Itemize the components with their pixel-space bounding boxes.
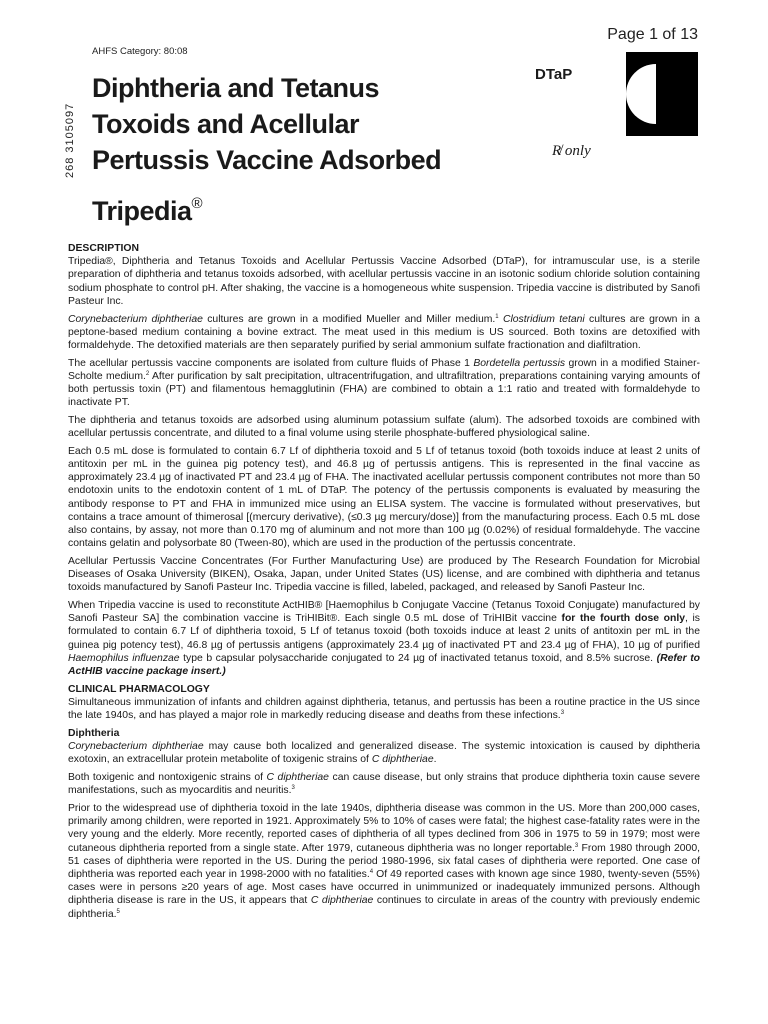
- body-paragraph: Each 0.5 mL dose is formulated to contain 6.7 Lf of diphtheria toxoid and 5 Lf of tetanus toxoid (both toxoids induce at least 2 units of antitoxin per mL in the guinea pig potency test), and 46.8 µg of pertussis antigens. This is represented in the final vaccine as approximately 23.4 µg of inactivated PT and 23.4 µg of FHA. The inactivated acellular pertussis component contributes not more than 50 endotoxin units to the endotoxin content of 1 mL of DTaP. The potency of the pertussis components is evaluated by measuring the antibody response to PT and FHA in immunized mice using an ELISA system. The vaccine is formulated without preservatives, but contains a trace amount of thimerosal [(mercury derivative), (≤0.3 µg mercury/dose)] from the manufacturing process. Each 0.5 mL dose also contains, by assay, not more than 0.170 mg of aluminum and not more than 100 µg (0.02%) of residual formaldehyde. The vaccine contains gelatin and polysorbate 80 (Tween-80), which are used in the production of the pertussis concentrate.: [68, 445, 700, 550]
- section-heading: CLINICAL PHARMACOLOGY: [68, 683, 210, 695]
- registered-mark: ®: [191, 195, 203, 212]
- side-product-code: 268 3105097: [64, 102, 76, 178]
- body-paragraph: The acellular pertussis vaccine components are isolated from culture fluids of Phase 1 Bordetella pertussis grown in a modified Stainer-Scholte medium.$^2$ After purification by salt precipitation, ultracentrifugation, and ultrafiltration, preparations containing varying amounts of both pertussis toxin (PT) and filamentous hemagglutinin (FHA) are combined to obtain a 1:1 ratio and treated with formaldehyde to inactivate PT.: [68, 357, 700, 409]
- body-paragraph: When Tripedia vaccine is used to reconstitute ActHIB® [Haemophilus b Conjugate Vaccine (Tetanus Toxoid Conjugate) manufactured by Sanofi Pasteur SA] the combination vaccine is TriHIBit®. Each single 0.5 mL dose of TriHIBit vaccine for the fourth dose only, is formulated to contain 6.7 Lf of diphtheria toxoid, 5 Lf of tetanus toxoid (both toxoids induce at least 2 units of antitoxin per mL in the guinea pig potency test), 46.8 µg of pertussis antigens (approximately 23.4 µg of inactivated PT and 23.4 µg of FHA), 10 µg of purified Haemophilus influenzae type b capsular polysaccharide conjugated to 24 µg of inactivated tetanus toxoid, and 8.5% sucrose. (Refer to ActHIB vaccine package insert.): [68, 600, 701, 678]
- half-circle-emblem-icon: [614, 52, 698, 136]
- body-paragraph: Tripedia®, Diphtheria and Tetanus Toxoids and Acellular Pertussis Vaccine Adsorbed (DTaP), for intramuscular use, is a sterile preparation of diphtheria and tetanus toxoids adsorbed, with acellular pertussis vaccine in an isotonic sodium chloride solution containing sodium phosphate to control pH. After shaking, the vaccine is a homogeneous white suspension. Tripedia vaccine is distributed by Sanofi Pasteur Inc.: [68, 256, 700, 307]
- title-line-1: Diphtheria and Tetanus: [92, 73, 380, 103]
- body-paragraph: Simultaneous immunization of infants and children against diphtheria, tetanus, and pertussis has been a routine practice in the US since the late 1940s, and has played a major role in markedly reducing disease and deaths from these infections.$^3$: [68, 697, 700, 722]
- rx-only-label: R̸ only: [552, 143, 591, 159]
- body-paragraph: Prior to the widespread use of diphtheria toxoid in the late 1940s, diphtheria disease was common in the US. More than 200,000 cases, primarily among children, were reported in 1921. Approximately 5% to 10% of cases were fatal; the highest case-fatality rates were in the very young and the elderly. More recently, reported cases of diphtheria of all types declined from 306 in 1975 to 59 in 1979; most were cutaneous diphtheria reported from a single state. After 1979, cutaneous diphtheria was no longer reportable.$^3$ From 1980 through 2000, 51 cases of diphtheria were reported in the US. During the period 1980-1996, six fatal cases of diphtheria were reported. One case of diphtheria was reported each year in 1998-2000 with no fatalities.$^4$ Of 49 reported cases with known age since 1980, twenty-seven (55%) cases were in persons ≥20 years of age. Most cases have occurred in unimmunized or inadequately immunized persons. Although diphtheria disease is rare in the US, it appears that C diphtheriae continues to circulate in areas of the country with previously endemic diphtheria.$^5$: [68, 802, 700, 920]
- section-subheading: Diphtheria: [68, 727, 120, 739]
- title-line-3: Pertussis Vaccine Adsorbed: [92, 145, 442, 175]
- brand-name-wrap: [92, 186, 492, 229]
- ahfs-category: AHFS Category: 80:08: [92, 46, 188, 57]
- page-number: Page 1 of 13: [607, 26, 698, 43]
- product-abbreviation: DTaP: [535, 66, 573, 83]
- title-line-2: Toxoids and Acellular: [92, 109, 360, 139]
- section-heading: DESCRIPTION: [68, 243, 140, 254]
- body-paragraph: Corynebacterium diphtheriae cultures are grown in a modified Mueller and Miller medium.$^1$ Clostridium tetani cultures are grown in a peptone-based medium containing a bovine extract. The meat used in this medium is US sourced. Both toxins are detoxified with formaldehyde. The detoxified materials are then separately purified by serial ammonium sulfate fractionation and diafiltration.: [68, 313, 700, 351]
- body-paragraph: Acellular Pertussis Vaccine Concentrates (For Further Manufacturing Use) are produced by The Research Foundation for Microbial Diseases of Osaka University (BIKEN), Osaka, Japan, under United States (US) license, and are combined with diphtheria and tetanus toxoids manufactured by Sanofi Pasteur Inc. Tripedia vaccine is filled, labeled, packaged, and released by Sanofi Pasteur Inc.: [68, 555, 700, 594]
- body-paragraph: Corynebacterium diphtheriae may cause both localized and generalized disease. The systemic intoxication is caused by diphtheria exotoxin, an extracellular protein metabolite of toxigenic strains of C diphtheriae.: [68, 741, 701, 766]
- brand-name: Tripedia: [92, 196, 192, 226]
- document-body: [68, 242, 700, 925]
- document-title: [92, 70, 492, 229]
- body-paragraph: Both toxigenic and nontoxigenic strains of C diphtheriae can cause disease, but only strains that produce diphtheria toxin cause severe manifestations, such as myocarditis and neuritis.$^3$: [68, 772, 700, 797]
- body-paragraph: The diphtheria and tetanus toxoids are adsorbed using aluminum potassium sulfate (alum). The adsorbed toxoids are combined with acellular pertussis concentrate, and diluted to a final volume using sterile phosphate-buffered physiological saline.: [68, 414, 700, 440]
